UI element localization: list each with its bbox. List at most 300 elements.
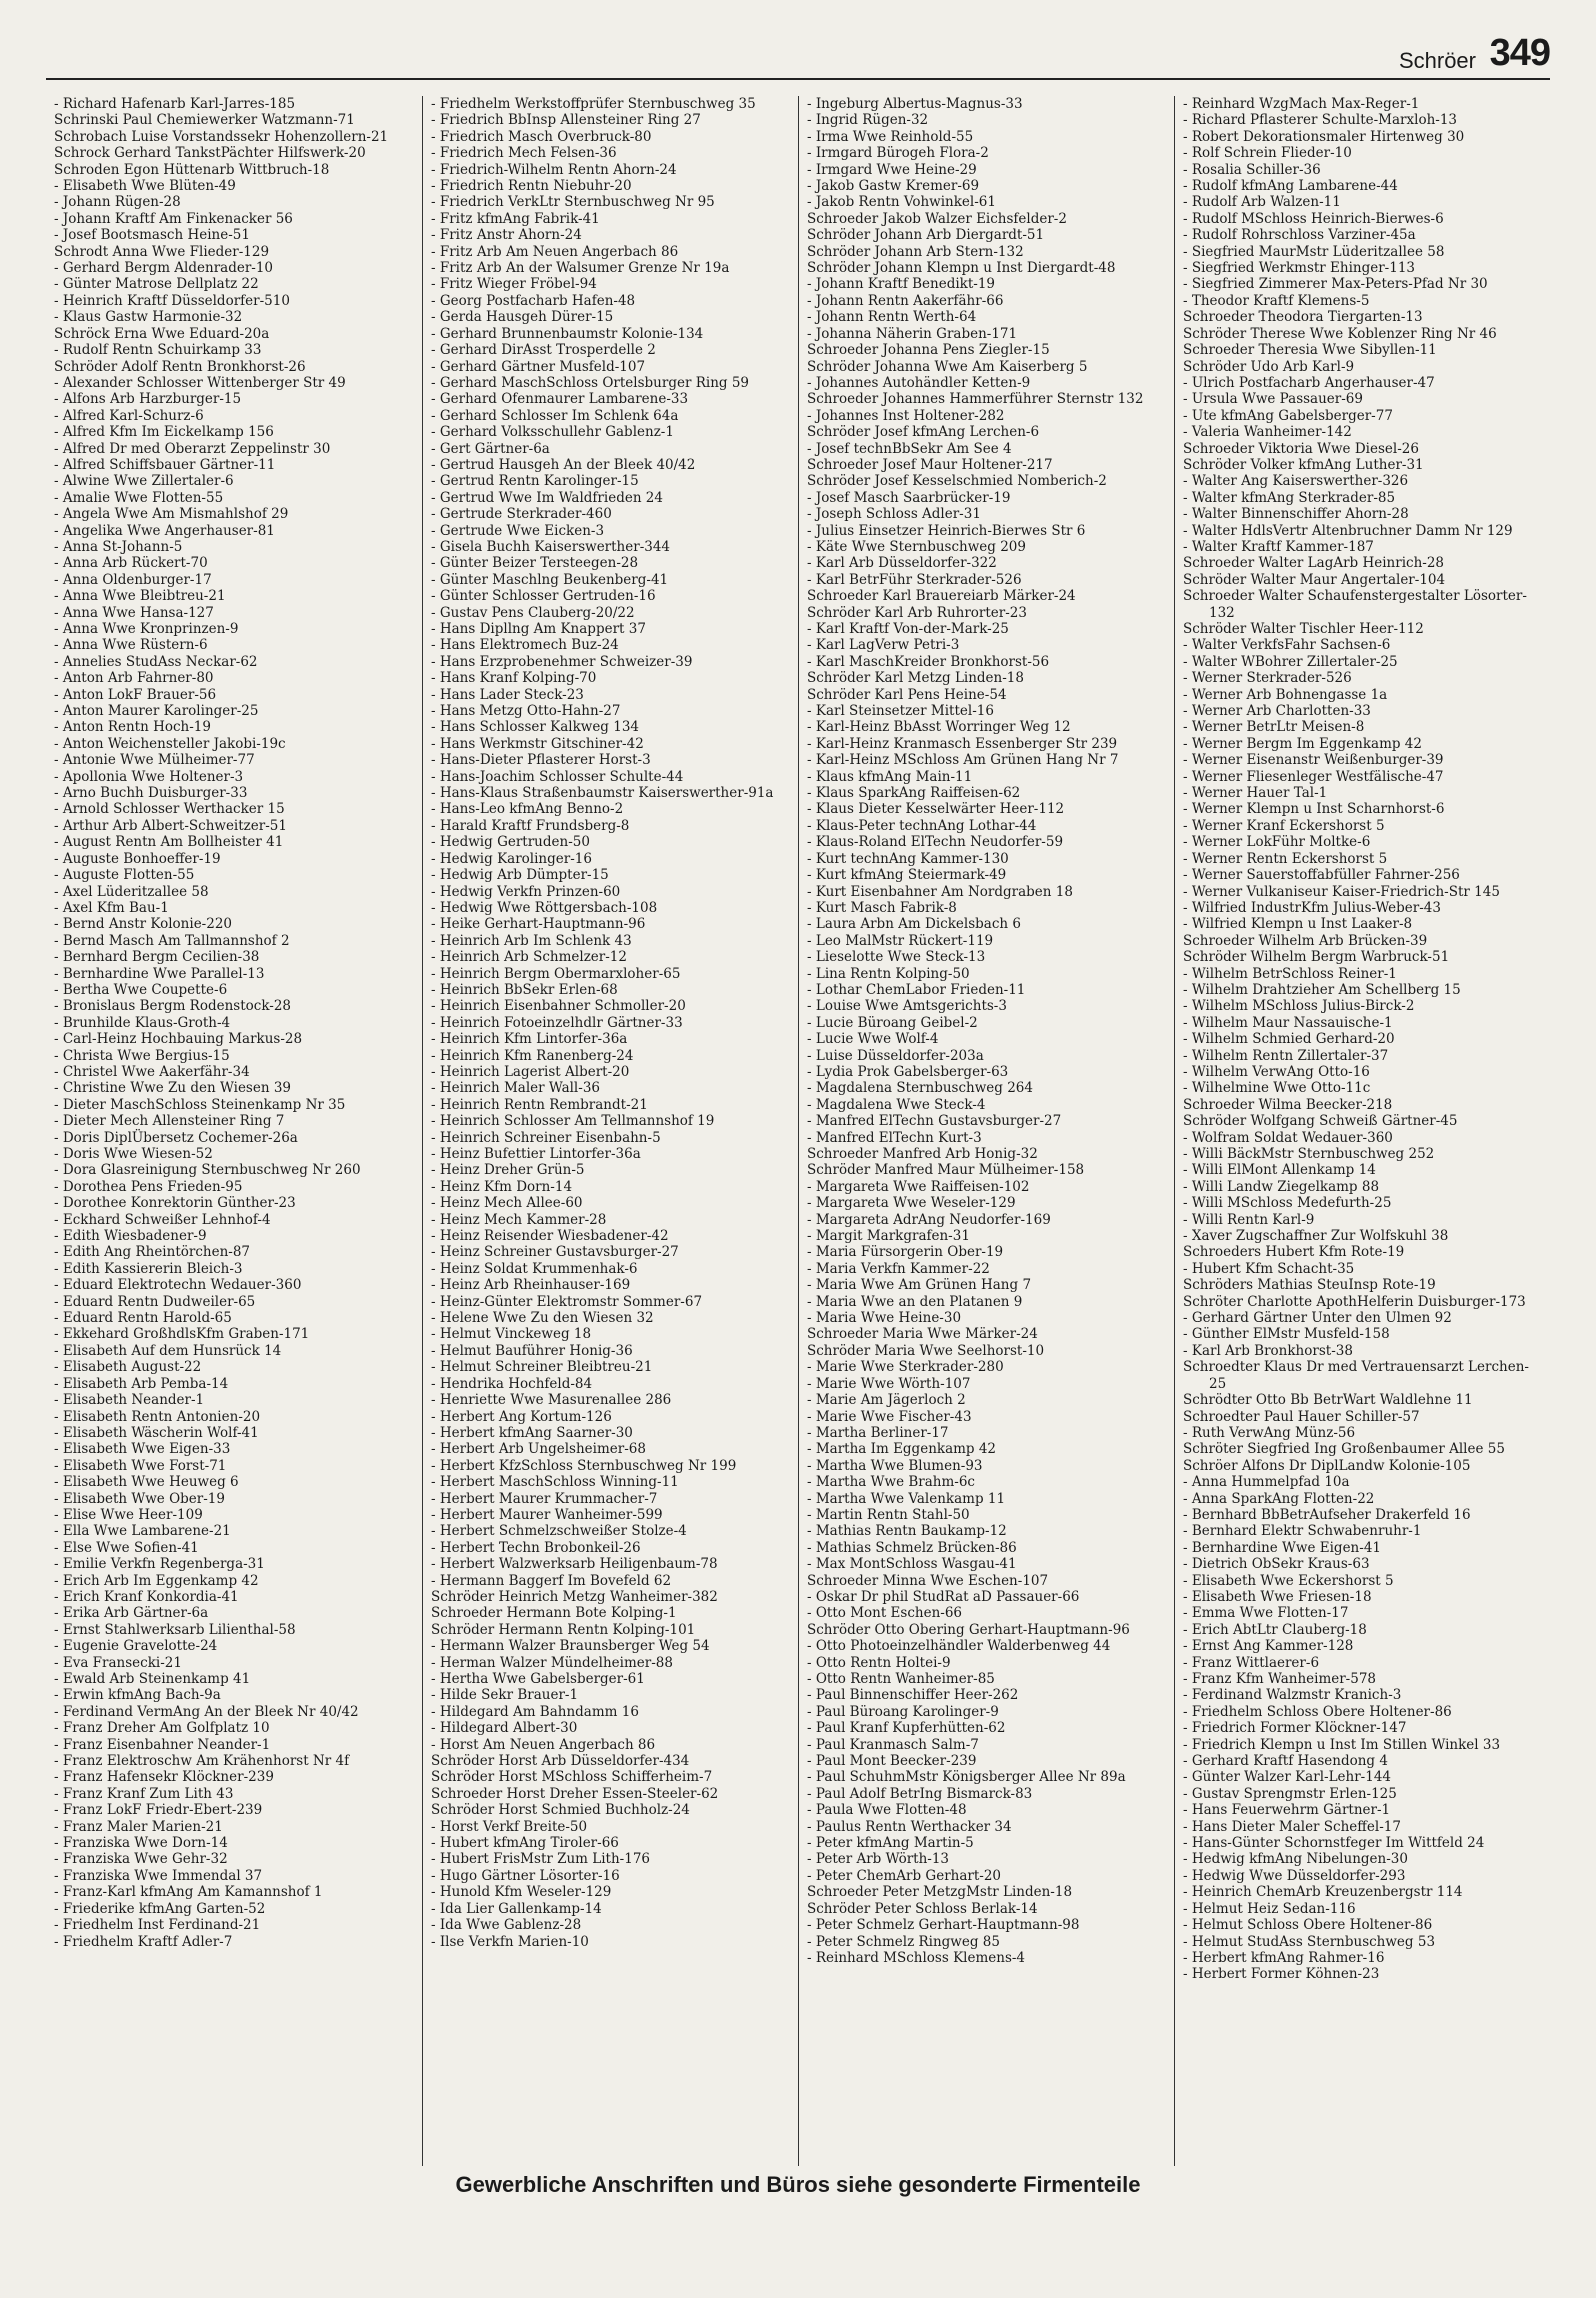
directory-entry: Schröder Horst Schmied Buchholz-24 [431, 1802, 690, 1819]
directory-entry: - Helmut Schloss Obere Holtener-86 [1183, 1917, 1433, 1934]
directory-entry: - Gisela Buchh Kaiserswerther-344 [431, 538, 671, 555]
directory-entry: - Hendrika Hochfeld-84 [431, 1375, 593, 1392]
directory-entry: - Heinrich Kfm Ranenberg-24 [431, 1047, 634, 1064]
directory-entry: Schroeder Theresia Wwe Sibyllen-11 [1183, 342, 1437, 359]
directory-entry: - Heinz Kfm Dorn-14 [431, 1178, 573, 1195]
directory-entry: Schröder Manfred Maur Mülheimer-158 [807, 1162, 1085, 1179]
directory-entry: - Henriette Wwe Masurenallee 286 [431, 1392, 672, 1409]
directory-entry: Schröter Charlotte ApothHelferin Duisburger-173 [1183, 1293, 1526, 1310]
directory-entry: - Robert Dekorationsmaler Hirtenweg 30 [1183, 128, 1465, 145]
directory-entry: - Paul Adolf BetrIng Bismarck-83 [807, 1785, 1033, 1802]
directory-entry: - Ingeburg Albertus-Magnus-33 [807, 96, 1023, 112]
directory-entry: - Hugo Gärtner Lösorter-16 [431, 1867, 620, 1884]
directory-entry: - Peter Schmelz Gerhart-Hauptmann-98 [807, 1917, 1080, 1934]
directory-entry: - Elisabeth Rentn Antonien-20 [54, 1408, 261, 1425]
directory-entry: - Herbert Arb Ungelsheimer-68 [431, 1441, 646, 1458]
directory-entry: - Klaus-Peter technAng Lothar-44 [807, 817, 1037, 834]
directory-entry: - Auguste Bonhoeffer-19 [54, 850, 221, 867]
directory-entry: Schröder Wilhelm Bergm Warbruck-51 [1183, 949, 1450, 966]
directory-entry: - Gerhard Ofenmaurer Lambarene-33 [431, 391, 689, 408]
directory-entry: - Hedwig Verkfn Prinzen-60 [431, 883, 621, 900]
directory-entry: - Hubert Kfm Schacht-35 [1183, 1260, 1355, 1277]
directory-entry: - Alfred Schiffsbauer Gärtner-11 [54, 456, 276, 473]
directory-entry: - Erich AbtLtr Clauberg-18 [1183, 1621, 1367, 1638]
directory-entry: - Erich Kranf Konkordia-41 [54, 1588, 239, 1605]
page-header [46, 30, 1550, 80]
directory-entry: - Apollonia Wwe Holtener-3 [54, 768, 244, 785]
directory-entry: Schroedter Paul Hauer Schiller-57 [1183, 1408, 1420, 1425]
directory-entry: - Eckhard Schweißer Lehnhof-4 [54, 1211, 271, 1228]
directory-entry: - Heinrich BbSekr Erlen-68 [431, 981, 618, 998]
directory-entry: - Elisabeth Wwe Blüten-49 [54, 178, 236, 195]
directory-entry: - Elisabeth Wwe Eigen-33 [54, 1441, 231, 1458]
directory-entry: - Gerhard Gärtner Unter den Ulmen 92 [1183, 1310, 1452, 1327]
directory-entry: - Helmut Bauführer Honig-36 [431, 1342, 633, 1359]
directory-entry: - Heinz Mech Kammer-28 [431, 1211, 607, 1228]
directory-entry: Schroeder Josef Maur Holtener-217 [807, 456, 1053, 473]
directory-entry: - Gustav Sprengmstr Erlen-125 [1183, 1785, 1397, 1802]
directory-entry: - Gerhard Gärtner Musfeld-107 [431, 358, 646, 375]
directory-entry: - Karl Arb Düsseldorfer-322 [807, 555, 997, 572]
directory-entry: Schröter Siegfried Ing Großenbaumer Allee 55 [1183, 1441, 1505, 1458]
directory-entry: - Elisabeth Wwe Friesen-18 [1183, 1588, 1372, 1605]
directory-entry: - Gertrud Hausgeh An der Bleek 40/42 [431, 456, 696, 473]
directory-entry: - Anton Maurer Karolinger-25 [54, 703, 259, 720]
directory-entry: - Martha Berliner-17 [807, 1424, 949, 1441]
directory-entry: - Peter Schmelz Ringweg 85 [807, 1933, 1000, 1950]
directory-entry: - Gerhard Bergm Aldenrader-10 [54, 260, 274, 277]
directory-entry: - Herbert Maurer Krummacher-7 [431, 1490, 658, 1507]
directory-entry: - Helmut Schreiner Bleibtreu-21 [431, 1359, 653, 1376]
directory-entry: - Herbert kfmAng Saarner-30 [431, 1424, 633, 1441]
directory-entry: - Werner LokFühr Moltke-6 [1183, 834, 1371, 851]
directory-entry: - Arnold Schlosser Werthacker 15 [54, 801, 285, 818]
directory-entry: - Axel Lüderitzallee 58 [54, 883, 209, 900]
directory-entry: - Hans-Klaus Straßenbaumstr Kaiserswerther-91a [431, 785, 774, 802]
directory-entry: - Herbert Maurer Wanheimer-599 [431, 1506, 663, 1523]
directory-entry: - Gertrud Wwe Im Waldfrieden 24 [431, 489, 663, 506]
directory-entry: - Walter WBohrer Zillertaler-25 [1183, 653, 1398, 670]
directory-entry: - Edith Kassiererin Bleich-3 [54, 1260, 243, 1277]
directory-entry: - Erwin kfmAng Bach-9a [54, 1687, 221, 1704]
directory-entry: - Gerhard Volksschullehr Gablenz-1 [431, 424, 674, 441]
directory-entry: - Karl-Heinz Kranmasch Essenberger Str 239 [807, 735, 1118, 752]
directory-entry: - Wilhelm Schmied Gerhard-20 [1183, 1031, 1395, 1048]
directory-entry: - Paulus Rentn Werthacker 34 [807, 1818, 1012, 1835]
directory-entry: - Alexander Schlosser Wittenberger Str 49 [54, 374, 346, 391]
directory-entry: - Rolf Schrein Flieder-10 [1183, 145, 1352, 162]
directory-entry: - Heinrich Bergm Obermarxloher-65 [431, 965, 681, 982]
directory-entry: - Hunold Kfm Weseler-129 [431, 1884, 612, 1901]
directory-entry: Schröder Karl Arb Ruhrorter-23 [807, 604, 1027, 621]
directory-entry: - Walter Kraftf Kammer-187 [1183, 538, 1374, 555]
directory-entry: - Friedrich-Wilhelm Rentn Ahorn-24 [431, 161, 677, 178]
directory-entry: - Otto Rentn Wanheimer-85 [807, 1671, 995, 1687]
directory-entry: - Heinrich Arb Schmelzer-12 [431, 949, 627, 966]
directory-entry: - Anton Rentn Hoch-19 [54, 719, 211, 736]
directory-entry: - Heinz-Günter Elektromstr Sommer-67 [431, 1293, 703, 1310]
directory-entry: - Eduard Rentn Harold-65 [54, 1310, 232, 1327]
directory-entry: - Mathias Schmelz Brücken-86 [807, 1539, 1017, 1556]
directory-entry: - Werner Fliesenleger Westfälische-47 [1183, 768, 1444, 785]
directory-entry: - Heinz Reisender Wiesbadener-42 [431, 1228, 669, 1245]
directory-entry: - Bernhard BbBetrAufseher Drakerfeld 16 [1183, 1506, 1471, 1523]
directory-entry: - Josef Bootsmasch Heine-51 [54, 227, 250, 244]
directory-entry: - Hedwig Arb Dümpter-15 [431, 867, 609, 884]
directory-entry: - Franz Hafensekr Klöckner-239 [54, 1769, 274, 1786]
directory-entry: - Heinrich ChemArb Kreuzenbergstr 114 [1183, 1884, 1463, 1901]
directory-entry: - Christel Wwe Aakerfähr-34 [54, 1063, 250, 1080]
directory-entry: Schröder Johann Klempn u Inst Diergardt-48 [807, 260, 1116, 277]
directory-entry: - Walter Ang Kaiserswerther-326 [1183, 473, 1409, 490]
directory-entry: - Ernst Ang Kammer-128 [1183, 1638, 1354, 1655]
directory-entry: - Karl Steinsetzer Mittel-16 [807, 703, 994, 720]
directory-entry: - Otto Mont Eschen-66 [807, 1605, 963, 1622]
directory-column-2 [422, 96, 798, 2166]
directory-entry: - Lothar ChemLabor Frieden-11 [807, 981, 1026, 998]
directory-entry: - Laura Arbn Am Dickelsbach 6 [807, 916, 1021, 933]
directory-entry: - Bernhardine Wwe Parallel-13 [54, 965, 265, 982]
directory-entry: - Julius Einsetzer Heinrich-Bierwes Str 6 [807, 522, 1086, 539]
directory-entry: - Heinrich Kfm Lintorfer-36a [431, 1031, 628, 1048]
directory-entry: - Hedwig kfmAng Nibelungen-30 [1183, 1851, 1408, 1868]
directory-entry: - Louise Wwe Amtsgerichts-3 [807, 998, 1007, 1015]
directory-entry: - Christine Wwe Zu den Wiesen 39 [54, 1080, 292, 1097]
directory-entry: - Hans-Leo kfmAng Benno-2 [431, 801, 624, 818]
directory-entry: - Lina Rentn Kolping-50 [807, 965, 970, 982]
directory-entry: Schrinski Paul Chemiewerker Watzmann-71 [54, 112, 355, 129]
directory-entry: - Heinrich Fotoeinzelhdlr Gärtner-33 [431, 1014, 683, 1031]
directory-entry: - Siegfried MaurMstr Lüderitzallee 58 [1183, 243, 1445, 260]
directory-entry: - Martha Wwe Valenkamp 11 [807, 1490, 1006, 1507]
directory-entry: - Ekkehard GroßhdlsKfm Graben-171 [54, 1326, 310, 1343]
directory-entry: - Rudolf Arb Walzen-11 [1183, 194, 1341, 211]
directory-entry: - Friedrich Mech Felsen-36 [431, 145, 617, 162]
directory-entry: Schröder Johanna Wwe Am Kaiserberg 5 [807, 358, 1088, 375]
directory-entry: - Heinz Schreiner Gustavsburger-27 [431, 1244, 679, 1261]
directory-entry: - Anton LokF Brauer-56 [54, 686, 217, 703]
directory-entry: - Paul Kranmasch Salm-7 [807, 1736, 979, 1753]
directory-entry: - Johanna Näherin Graben-171 [807, 325, 1018, 342]
directory-entry: - Hermann Baggerf Im Bovefeld 62 [431, 1572, 672, 1589]
directory-entry: - Ida Wwe Gablenz-28 [431, 1917, 582, 1934]
directory-entry: - Hedwig Karolinger-16 [431, 850, 592, 867]
directory-entry: - Heinrich Arb Im Schlenk 43 [431, 932, 632, 949]
directory-entry: - Herbert KfzSchloss Sternbuschweg Nr 199 [431, 1457, 737, 1474]
directory-entry: - Friedhelm Inst Ferdinand-21 [54, 1917, 261, 1934]
directory-entry: - Axel Kfm Bau-1 [54, 899, 169, 916]
directory-entry: Schroeder Johanna Pens Ziegler-15 [807, 342, 1050, 359]
directory-entry: - Franz Elektroschw Am Krähenhorst Nr 4f [54, 1753, 350, 1770]
directory-entry: - Mathias Rentn Baukamp-12 [807, 1523, 1007, 1540]
directory-entry: Schroeder Manfred Arb Honig-32 [807, 1146, 1038, 1162]
directory-entry: - Irmgard Bürogeh Flora-2 [807, 145, 989, 162]
directory-entry: - Karl Kraftf Von-der-Mark-25 [807, 621, 1009, 637]
directory-entry: Schroeder Walter LagArb Heinrich-28 [1183, 555, 1445, 572]
directory-entry: Schroedter Klaus Dr med Vertrauensarzt Lerchen-25 [1183, 1359, 1529, 1392]
directory-entry: - Kurt Masch Fabrik-8 [807, 899, 957, 916]
directory-entry: Schrodt Anna Wwe Flieder-129 [54, 243, 270, 260]
directory-entry: - Hans Metzg Otto-Hahn-27 [431, 703, 621, 720]
directory-entry: - Herbert MaschSchloss Winning-11 [431, 1474, 679, 1491]
directory-entry: - Friedrich Klempn u Inst Im Stillen Winkel 33 [1183, 1736, 1501, 1753]
directory-entry: - Klaus Dieter Kesselwärter Heer-112 [807, 801, 1065, 818]
directory-entry: - Irmgard Wwe Heine-29 [807, 161, 977, 178]
directory-entry: - Helene Wwe Zu den Wiesen 32 [431, 1310, 654, 1327]
directory-entry: - Alfred Kfm Im Eickelkamp 156 [54, 424, 274, 441]
directory-entry: - Ida Lier Gallenkamp-14 [431, 1900, 602, 1917]
directory-entry: - Joseph Schloss Adler-31 [807, 506, 981, 523]
directory-entry: - Rudolf MSchloss Heinrich-Bierwes-6 [1183, 210, 1444, 227]
directory-entry: - Hans Erzprobenehmer Schweizer-39 [431, 653, 693, 670]
directory-entry: - Anna St-Johann-5 [54, 538, 183, 555]
directory-entry: - Günter Walzer Karl-Lehr-144 [1183, 1769, 1391, 1786]
directory-entry: - Magdalena Sternbuschweg 264 [807, 1080, 1033, 1097]
directory-entry: - Richard Pflasterer Schulte-Marxloh-13 [1183, 112, 1458, 129]
directory-entry: Schröder Karl Pens Heine-54 [807, 686, 1007, 703]
directory-entry: - Elisabeth Wwe Eckershorst 5 [1183, 1572, 1394, 1589]
directory-entry: Schroeder Wilma Beecker-218 [1183, 1096, 1393, 1113]
directory-entry: - Luise Düsseldorfer-203a [807, 1047, 984, 1064]
directory-entry: - Marie Am Jägerloch 2 [807, 1392, 966, 1409]
directory-entry: - Hilde Sekr Brauer-1 [431, 1687, 579, 1704]
directory-entry: - Lucie Büroang Geibel-2 [807, 1014, 978, 1031]
directory-entry: - Klaus SparkAng Raiffeisen-62 [807, 785, 1021, 802]
directory-entry: - Eduard Rentn Dudweiler-65 [54, 1293, 256, 1310]
directory-entry: - Maria Wwe an den Platanen 9 [807, 1293, 1023, 1310]
directory-entry: - Heinz Soldat Krummenhak-6 [431, 1260, 638, 1277]
directory-entry: - Alfred Dr med Oberarzt Zeppelinstr 30 [54, 440, 331, 457]
directory-entry: - Maria Wwe Am Grünen Hang 7 [807, 1277, 1032, 1294]
directory-entry: Schröder Adolf Rentn Bronkhorst-26 [54, 358, 306, 375]
directory-entry: - Doris DiplÜbersetz Cochemer-26a [54, 1129, 298, 1146]
directory-entry: - Werner Bergm Im Eggenkamp 42 [1183, 735, 1422, 752]
directory-entry: - Ernst Stahlwerksarb Lilienthal-58 [54, 1621, 296, 1638]
directory-entry: - Manfred ElTechn Gustavsburger-27 [807, 1113, 1062, 1130]
directory-entry: - Manfred ElTechn Kurt-3 [807, 1129, 982, 1146]
directory-entry: - Gertrud Rentn Karolinger-15 [431, 473, 639, 490]
directory-entry: Schröder Otto Obering Gerhart-Hauptmann-96 [807, 1621, 1130, 1638]
directory-entry: - Franz-Karl kfmAng Am Kamannshof 1 [54, 1884, 323, 1901]
directory-entry: Schroeder Theodora Tiergarten-13 [1183, 309, 1423, 326]
directory-entry: - Erich Arb Im Eggenkamp 42 [54, 1572, 259, 1589]
directory-entry: - Else Wwe Sofien-41 [54, 1539, 199, 1556]
directory-entry: - Gustav Pens Clauberg-20/22 [431, 604, 635, 621]
directory-entry: - Elisabeth Wwe Forst-71 [54, 1457, 227, 1474]
directory-entry: - Wilhelm Maur Nassauische-1 [1183, 1014, 1393, 1031]
directory-entry: - Heinrich Lagerist Albert-20 [431, 1063, 630, 1080]
directory-entry: - Martha Wwe Brahm-6c [807, 1474, 975, 1491]
directory-entry: - Ulrich Postfacharb Angerhauser-47 [1183, 374, 1435, 391]
directory-entry: - Heinrich Rentn Rembrandt-21 [431, 1096, 648, 1113]
directory-entry: - Bernd Masch Am Tallmannshof 2 [54, 932, 290, 949]
directory-entry: - Fritz Arb Am Neuen Angerbach 86 [431, 243, 679, 260]
directory-entry: - Ilse Verkfn Marien-10 [431, 1933, 589, 1950]
directory-entry: - Alfons Arb Harzburger-15 [54, 391, 242, 408]
directory-entry: - Brunhilde Klaus-Groth-4 [54, 1014, 231, 1031]
directory-entry: - Fritz Arb An der Walsumer Grenze Nr 19a [431, 260, 730, 277]
directory-entry: - Anna Wwe Rüstern-6 [54, 637, 208, 654]
directory-columns [46, 96, 1550, 2166]
directory-entry: - Edith Ang Rheintörchen-87 [54, 1244, 251, 1261]
directory-entry: Schröder Volker kfmAng Luther-31 [1183, 456, 1424, 473]
directory-entry: - Amalie Wwe Flotten-55 [54, 489, 224, 506]
directory-entry: - Elisabeth August-22 [54, 1359, 202, 1376]
directory-entry: - Willi BäckMstr Sternbuschweg 252 [1183, 1146, 1435, 1162]
directory-entry: - Martha Im Eggenkamp 42 [807, 1441, 997, 1458]
directory-entry: - Gertrude Wwe Eicken-3 [431, 522, 605, 539]
directory-entry: - Werner Rentn Eckershorst 5 [1183, 850, 1388, 867]
directory-entry: - Herbert Former Köhnen-23 [1183, 1966, 1380, 1983]
directory-entry: - Friedhelm Kraftf Adler-7 [54, 1933, 233, 1950]
directory-entry: - Heike Gerhart-Hauptmann-96 [431, 916, 646, 933]
directory-entry: - Herbert Techn Brobonkeil-26 [431, 1539, 641, 1556]
directory-entry: - Ewald Arb Steinenkamp 41 [54, 1671, 251, 1687]
directory-entry: - Walter HdlsVertr Altenbruchner Damm Nr 129 [1183, 522, 1513, 539]
directory-entry: - Franz LokF Friedr-Ebert-239 [54, 1802, 263, 1819]
directory-entry: - Franz Wittlaerer-6 [1183, 1654, 1320, 1671]
directory-entry: - Anna Wwe Kronprinzen-9 [54, 621, 239, 637]
directory-entry: - Friedrich BbInsp Allensteiner Ring 27 [431, 112, 701, 129]
directory-entry: - Helmut Vinckeweg 18 [431, 1326, 592, 1343]
directory-column-4 [1174, 96, 1550, 2166]
directory-entry: - Franziska Wwe Dorn-14 [54, 1835, 228, 1852]
directory-entry: - Arthur Arb Albert-Schweitzer-51 [54, 817, 287, 834]
directory-entry: - Ella Wwe Lambarene-21 [54, 1523, 231, 1540]
directory-entry: Schröder Udo Arb Karl-9 [1183, 358, 1355, 375]
directory-entry: Schroeder Maria Wwe Märker-24 [807, 1326, 1038, 1343]
directory-entry: - Lieselotte Wwe Steck-13 [807, 949, 986, 966]
directory-entry: Schröder Therese Wwe Koblenzer Ring Nr 46 [1183, 325, 1497, 342]
directory-column-1 [46, 96, 422, 2166]
directory-entry: - Günter Maschlng Beukenberg-41 [431, 571, 669, 588]
directory-entry: - Werner Sauerstoffabfüller Fahrner-256 [1183, 867, 1460, 884]
directory-entry: - August Rentn Am Bollheister 41 [54, 834, 284, 851]
directory-entry: - Reinhard WzgMach Max-Reger-1 [1183, 96, 1420, 112]
directory-entry: - Hans Dieter Maler Scheffel-17 [1183, 1818, 1401, 1835]
directory-entry: Schroeder Minna Wwe Eschen-107 [807, 1572, 1049, 1589]
directory-entry: - Hedwig Gertruden-50 [431, 834, 590, 851]
directory-entry: - Hans Werkmstr Gitschiner-42 [431, 735, 644, 752]
directory-entry: - Johannes Autohändler Ketten-9 [807, 374, 1031, 391]
directory-entry: - Günter Schlosser Gertruden-16 [431, 588, 656, 605]
directory-entry: Schroeder Hermann Bote Kolping-1 [431, 1605, 677, 1622]
directory-entry: - Günter Beizer Tersteegen-28 [431, 555, 639, 572]
directory-entry: - Anna Hummelpfad 10a [1183, 1474, 1350, 1491]
directory-entry: - Kurt kfmAng Steiermark-49 [807, 867, 1007, 884]
directory-entry: Schröder Horst MSchloss Schifferheim-7 [431, 1769, 713, 1786]
directory-entry: - Elisabeth Neander-1 [54, 1392, 205, 1409]
directory-entry: - Gerhard DirAsst Trosperdelle 2 [431, 342, 656, 359]
directory-entry: - Gerhard MaschSchloss Ortelsburger Ring 59 [431, 374, 749, 391]
directory-entry: - Klaus-Roland ElTechn Neudorfer-59 [807, 834, 1064, 851]
directory-entry: - Theodor Kraftf Klemens-5 [1183, 292, 1370, 309]
directory-entry: - Hans Kranf Kolping-70 [431, 670, 597, 687]
directory-entry: - Paul Mont Beecker-239 [807, 1753, 977, 1770]
directory-entry: - Walter Binnenschiffer Ahorn-28 [1183, 506, 1409, 523]
directory-entry: - Rudolf Rentn Schuirkamp 33 [54, 342, 262, 359]
directory-entry: - Dorothea Pens Frieden-95 [54, 1178, 243, 1195]
directory-entry: Schröder Walter Maur Angertaler-104 [1183, 571, 1446, 588]
directory-entry: - Carl-Heinz Hochbauing Markus-28 [54, 1031, 303, 1048]
directory-entry: - Oskar Dr phil StudRat aD Passauer-66 [807, 1588, 1080, 1605]
directory-entry: - Richard Hafenarb Karl-Jarres-185 [54, 96, 296, 112]
directory-entry: - Maria Verkfn Kammer-22 [807, 1260, 990, 1277]
directory-entry: - Kurt technAng Kammer-130 [807, 850, 1009, 867]
directory-entry: - Wilfried Klempn u Inst Laaker-8 [1183, 916, 1413, 933]
directory-entry: - Rosalia Schiller-36 [1183, 161, 1321, 178]
directory-entry: - Maria Fürsorgerin Ober-19 [807, 1244, 1004, 1261]
directory-entry: Schroeder Peter MetzgMstr Linden-18 [807, 1884, 1073, 1901]
directory-entry: - Hans Feuerwehrm Gärtner-1 [1183, 1802, 1391, 1819]
directory-entry: - Otto Photoeinzelhändler Walderbenweg 44 [807, 1638, 1111, 1655]
directory-entry: - Hans Elektromech Buz-24 [431, 637, 619, 654]
directory-entry: - Lucie Wwe Wolf-4 [807, 1031, 939, 1048]
directory-entry: - Hubert FrisMstr Zum Lith-176 [431, 1851, 651, 1868]
directory-entry: - Helmut StudAss Sternbuschweg 53 [1183, 1933, 1436, 1950]
directory-entry: Schröder Hermann Rentn Kolping-101 [431, 1621, 696, 1638]
directory-entry: Schroeder Viktoria Wwe Diesel-26 [1183, 440, 1419, 457]
directory-entry: - Lydia Prok Gabelsberger-63 [807, 1063, 1009, 1080]
directory-entry: - Jakob Gastw Kremer-69 [807, 178, 980, 195]
directory-entry: - Paul Binnenschiffer Heer-262 [807, 1687, 1019, 1704]
directory-entry: - Marie Wwe Fischer-43 [807, 1408, 972, 1425]
directory-entry: - Gert Gärtner-6a [431, 440, 550, 457]
directory-entry: - Bertha Wwe Coupette-6 [54, 981, 228, 998]
directory-entry: - Otto Rentn Holtei-9 [807, 1654, 951, 1671]
directory-entry: - Bernd Anstr Kolonie-220 [54, 916, 233, 933]
directory-entry: - Paul Kranf Kupferhütten-62 [807, 1720, 1006, 1737]
directory-entry: - Helmut Heiz Sedan-116 [1183, 1900, 1356, 1917]
directory-entry: - Friedrich Rentn Niebuhr-20 [431, 178, 632, 195]
directory-entry: - Johann Kraftf Am Finkenacker 56 [54, 210, 293, 227]
directory-entry: - Emma Wwe Flotten-17 [1183, 1605, 1349, 1622]
directory-entry: - Hans Lader Steck-23 [431, 686, 584, 703]
directory-entry: - Hans Schlosser Kalkweg 134 [431, 719, 640, 736]
directory-entry: - Friedrich Former Klöckner-147 [1183, 1720, 1407, 1737]
directory-entry: - Harald Kraftf Frundsberg-8 [431, 817, 630, 834]
directory-entry: - Peter ChemArb Gerhart-20 [807, 1867, 1002, 1884]
directory-entry: Schrock Gerhard TankstPächter Hilfswerk-20 [54, 145, 366, 162]
directory-entry: - Johannes Inst Holtener-282 [807, 407, 1005, 424]
directory-entry: - Wilhelm Drahtzieher Am Schellberg 15 [1183, 981, 1461, 998]
directory-entry: - Erika Arb Gärtner-6a [54, 1605, 209, 1622]
directory-entry: - Fritz Anstr Ahorn-24 [431, 227, 582, 244]
directory-entry: - Siegfried Werkmstr Ehinger-113 [1183, 260, 1416, 277]
directory-entry: Schrödter Otto Bb BetrWart Waldlehne 11 [1183, 1392, 1473, 1409]
directory-entry: - Rudolf kfmAng Lambarene-44 [1183, 178, 1398, 195]
directory-entry: - Friedhelm Werkstoffprüfer Sternbuschweg 35 [431, 96, 756, 112]
directory-entry: - Gerda Hausgeh Dürer-15 [431, 309, 614, 326]
directory-entry: - Franziska Wwe Immendal 37 [54, 1867, 263, 1884]
directory-entry: Schröder Peter Schloss Berlak-14 [807, 1900, 1038, 1917]
directory-entry: - Anna Wwe Hansa-127 [54, 604, 214, 621]
directory-entry: - Werner Sterkrader-526 [1183, 670, 1352, 687]
directory-entry: - Werner Vulkaniseur Kaiser-Friedrich-Str 145 [1183, 883, 1500, 900]
directory-entry: Schroeder Karl Brauereiarb Märker-24 [807, 588, 1076, 605]
directory-entry: - Marie Wwe Sterkrader-280 [807, 1359, 1004, 1376]
directory-entry: - Franz Dreher Am Golfplatz 10 [54, 1720, 270, 1737]
directory-entry: - Günther ElMstr Musfeld-158 [1183, 1326, 1390, 1343]
page-number: 349 [1489, 32, 1550, 74]
directory-entry: - Willi Rentn Karl-9 [1183, 1211, 1315, 1228]
directory-entry: - Kurt Eisenbahner Am Nordgraben 18 [807, 883, 1073, 900]
directory-entry: - Alwine Wwe Zillertaler-6 [54, 473, 234, 490]
directory-entry: - Johann Rentn Werth-64 [807, 309, 977, 326]
directory-entry: - Franz Kfm Wanheimer-578 [1183, 1671, 1377, 1687]
directory-entry: - Herman Walzer Mündelheimer-88 [431, 1654, 673, 1671]
directory-entry: - Heinz Mech Allee-60 [431, 1195, 583, 1212]
